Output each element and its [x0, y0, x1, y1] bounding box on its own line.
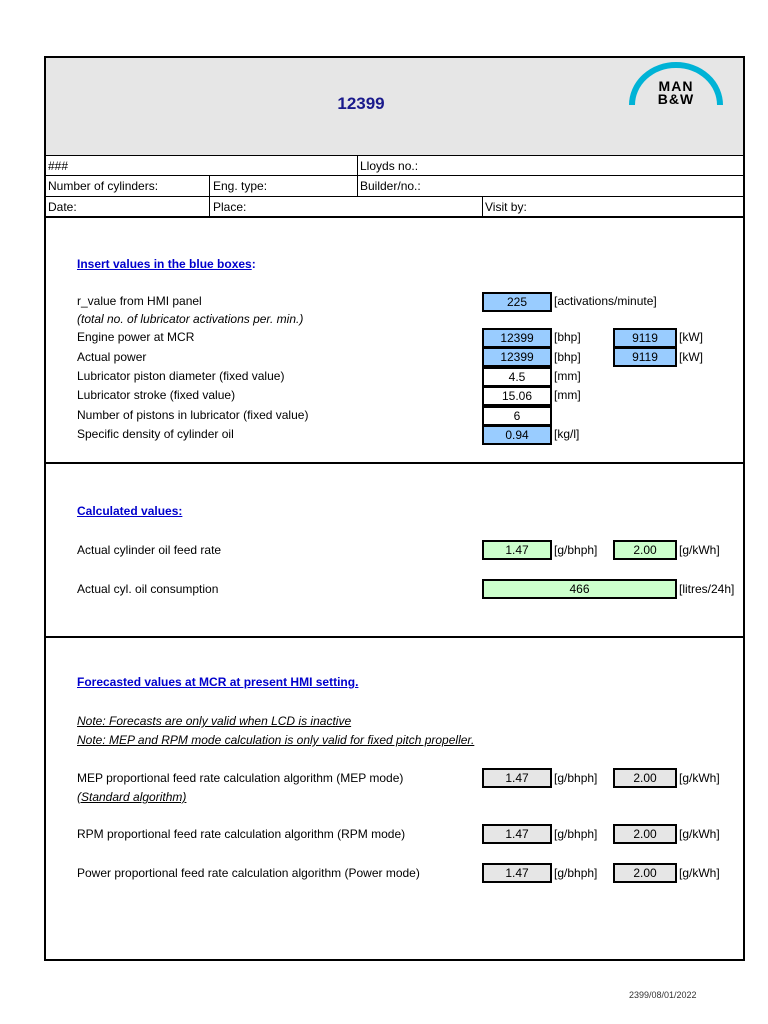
power-bhph-unit: [g/bhph] — [554, 866, 598, 880]
calculated-heading: Calculated values: — [77, 504, 183, 518]
grid-line — [44, 196, 745, 197]
grid-line — [44, 175, 745, 176]
eng-type-label: Eng. type: — [213, 179, 268, 193]
date-label: Date: — [48, 200, 77, 214]
mep-bhph-unit: [g/bhph] — [554, 771, 598, 785]
rpm-kwh-unit: [g/kWh] — [679, 827, 720, 841]
stroke-label: Lubricator stroke (fixed value) — [77, 388, 236, 402]
rpm-bhph-unit: [g/bhph] — [554, 827, 598, 841]
consumption-value: 466 — [482, 579, 677, 599]
rpm-kwh-value: 2.00 — [613, 824, 677, 844]
power-bhph-value: 1.47 — [482, 863, 552, 883]
power-mode-label: Power proportional feed rate calculation algorithm (Power mode) — [77, 866, 420, 880]
mep-bhph-value: 1.47 — [482, 768, 552, 788]
power-kwh-value: 2.00 — [613, 863, 677, 883]
stroke-unit: [mm] — [554, 388, 581, 402]
mcr-bhp-unit: [bhp] — [554, 330, 581, 344]
mep-label: MEP proportional feed rate calculation algorithm (MEP mode) — [77, 771, 404, 785]
piston-value: 4.5 — [482, 367, 552, 387]
inputs-heading-colon: : — [251, 257, 256, 271]
lloyds-label: Lloyds no.: — [360, 159, 419, 173]
grid-line — [357, 155, 358, 196]
inputs-heading-text: Insert values in the blue boxes — [77, 257, 252, 271]
forecast-note-mep: Note: MEP and RPM mode calculation is only valid for fixed pitch propeller. — [77, 733, 475, 747]
feed-bhph-unit: [g/bhph] — [554, 543, 598, 557]
piston-unit: [mm] — [554, 369, 581, 383]
feed-bhph-value: 1.47 — [482, 540, 552, 560]
feed-kwh-unit: [g/kWh] — [679, 543, 720, 557]
hash-cell: ### — [48, 159, 69, 173]
rvalue-input[interactable]: 225 — [482, 292, 552, 312]
mep-kwh-unit: [g/kWh] — [679, 771, 720, 785]
actual-bhp-input[interactable]: 12399 — [482, 347, 552, 367]
rvalue-unit: [activations/minute] — [554, 294, 657, 308]
rvalue-label: r_value from HMI panel — [77, 294, 202, 308]
mcr-label: Engine power at MCR — [77, 330, 195, 344]
logo-text-bw: B&W — [657, 91, 695, 107]
actual-kw-input[interactable]: 9119 — [613, 347, 677, 367]
actual-kw-unit: [kW] — [679, 350, 703, 364]
grid-line — [44, 155, 745, 156]
consumption-label: Actual cyl. oil consumption — [77, 582, 219, 596]
visit-label: Visit by: — [485, 200, 527, 214]
pistons-label: Number of pistons in lubricator (fixed value) — [77, 408, 309, 422]
consumption-unit: [litres/24h] — [679, 582, 735, 596]
rpm-label: RPM proportional feed rate calculation algorithm (RPM mode) — [77, 827, 406, 841]
forecast-note-lcd: Note: Forecasts are only valid when LCD is inactive — [77, 714, 352, 728]
mcr-kw-unit: [kW] — [679, 330, 703, 344]
footer-stamp: 2399/08/01/2022 — [629, 990, 697, 1000]
mcr-bhp-input[interactable]: 12399 — [482, 328, 552, 348]
mep-sub: (Standard algorithm) — [77, 790, 187, 804]
mep-kwh-value: 2.00 — [613, 768, 677, 788]
stroke-value: 15.06 — [482, 386, 552, 406]
builder-label: Builder/no.: — [360, 179, 421, 193]
density-input[interactable]: 0.94 — [482, 425, 552, 445]
grid-line — [209, 175, 210, 217]
page-title: 12399 — [337, 94, 385, 113]
logo-text-man: MAN — [658, 78, 694, 94]
feed-kwh-value: 2.00 — [613, 540, 677, 560]
rpm-bhph-value: 1.47 — [482, 824, 552, 844]
rvalue-note: (total no. of lubricator activations per. min.) — [77, 312, 304, 326]
place-label: Place: — [213, 200, 247, 214]
cylinders-label: Number of cylinders: — [48, 179, 159, 193]
actual-bhp-unit: [bhp] — [554, 350, 581, 364]
man-bw-logo — [626, 60, 726, 110]
inputs-heading — [77, 257, 256, 271]
piston-label: Lubricator piston diameter (fixed value) — [77, 369, 285, 383]
forecast-heading: Forecasted values at MCR at present HMI setting. — [77, 675, 359, 689]
pistons-value: 6 — [482, 406, 552, 426]
grid-line — [44, 216, 745, 218]
actual-power-label: Actual power — [77, 350, 147, 364]
density-label: Specific density of cylinder oil — [77, 427, 234, 441]
feed-rate-label: Actual cylinder oil feed rate — [77, 543, 222, 557]
density-unit: [kg/l] — [554, 427, 580, 441]
grid-line — [482, 196, 483, 217]
section-divider — [44, 636, 745, 638]
section-divider — [44, 462, 745, 464]
mcr-kw-input[interactable]: 9119 — [613, 328, 677, 348]
power-kwh-unit: [g/kWh] — [679, 866, 720, 880]
